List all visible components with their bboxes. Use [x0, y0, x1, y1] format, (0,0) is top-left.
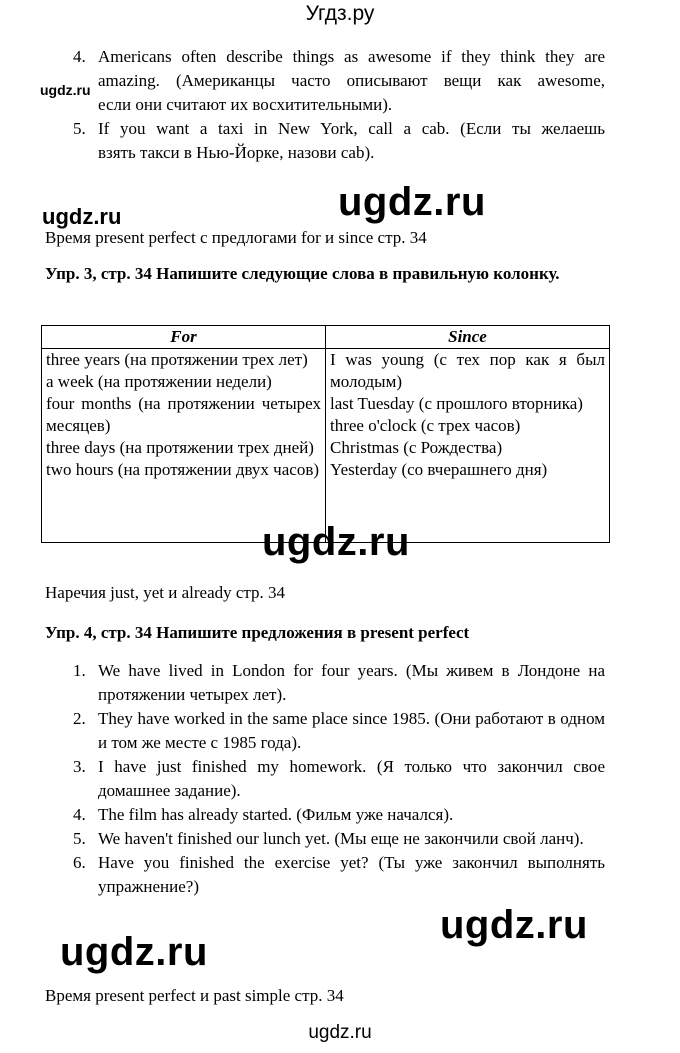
watermark-small: ugdz.ru: [42, 204, 122, 229]
list-number: 6.: [73, 853, 86, 872]
since-column: [326, 349, 610, 543]
watermark-big: ugdz.ru: [338, 180, 486, 224]
for-item: four months (на протяжении четырех месяцев): [46, 394, 321, 435]
for-item: three days (на протяжении трех дней): [46, 438, 314, 457]
list-line: If you want a taxi in New York, call a cab. (Если ты желаешь: [98, 119, 605, 138]
since-item: Yesterday (со вчерашнего дня): [330, 460, 548, 479]
list-number: 5.: [73, 829, 86, 848]
list-number: 1.: [73, 661, 86, 680]
task-4-list: [45, 659, 605, 899]
list-text: We haven't finished our lunch yet. (Мы еще не закончили свой ланч).: [98, 829, 584, 848]
list-item: [45, 659, 605, 707]
column-header-for: For: [42, 326, 326, 349]
section-heading: Наречия just, yet и already стр. 34: [45, 583, 286, 602]
words-table: [41, 325, 610, 543]
list-line: Americans often describe things as awesome if they think they are: [98, 47, 605, 66]
list-line: взять такси в Нью-Йорке, назови cab).: [98, 143, 375, 162]
for-item: a week (на протяжении недели): [46, 372, 272, 391]
list-text: I have just finished my homework. (Я только что закончил свое домашнее задание).: [98, 757, 605, 800]
list-item: [45, 803, 605, 827]
for-item: three years (на протяжении трех лет): [46, 350, 308, 369]
since-item: three o'clock (с трех часов): [330, 416, 521, 435]
watermark-big: ugdz.ru: [262, 520, 410, 564]
column-header-since: Since: [326, 326, 610, 349]
list-text: Have you finished the exercise yet? (Ты уже закончил выполнять упражнение?): [98, 853, 605, 896]
list-number: 4.: [73, 47, 86, 66]
watermark-small: ugdz.ru: [40, 82, 91, 98]
section-heading: Время present perfect с предлогами for и since стр. 34: [45, 228, 427, 247]
list-number: 3.: [73, 757, 86, 776]
list-item: [45, 117, 605, 165]
list-item: [45, 827, 605, 851]
list-text: They have worked in the same place since 1985. (Они работают в одном и том же месте с 1985 года).: [98, 709, 605, 752]
list-text: The film has already started. (Фильм уже начался).: [98, 805, 454, 824]
since-item: Christmas (с Рождества): [330, 438, 503, 457]
for-item: two hours (на протяжении двух часов): [46, 460, 320, 479]
list-number: 4.: [73, 805, 86, 824]
site-title: Угдз.ру: [305, 2, 375, 25]
footer-watermark: ugdz.ru: [308, 1022, 372, 1043]
list-number: 2.: [73, 709, 86, 728]
watermark-big: ugdz.ru: [60, 930, 208, 974]
list-text: We have lived in London for four years. (Мы живем в Лондоне на протяжении четырех лет).: [98, 661, 605, 704]
list-line: amazing. (Американцы часто описывают вещи как awesome,: [98, 71, 605, 90]
since-item: I was young (с тех пор как я был молодым): [330, 350, 605, 391]
section-heading: Время present perfect и past simple стр. 34: [45, 986, 344, 1005]
list-line: если они считают их восхитительными).: [98, 95, 393, 114]
list-number: 5.: [73, 119, 86, 138]
watermark-big: ugdz.ru: [440, 903, 588, 947]
top-list: [45, 45, 605, 165]
task-3-heading: Упр. 3, стр. 34 Напишите следующие слова в правильную колонку.: [45, 264, 560, 283]
for-column: [42, 349, 326, 543]
list-item: [45, 45, 605, 117]
list-item: [45, 755, 605, 803]
list-item: [45, 851, 605, 899]
since-item: last Tuesday (с прошлого вторника): [330, 394, 583, 413]
list-item: [45, 707, 605, 755]
task-4-heading: Упр. 4, стр. 34 Напишите предложения в present perfect: [45, 623, 470, 642]
